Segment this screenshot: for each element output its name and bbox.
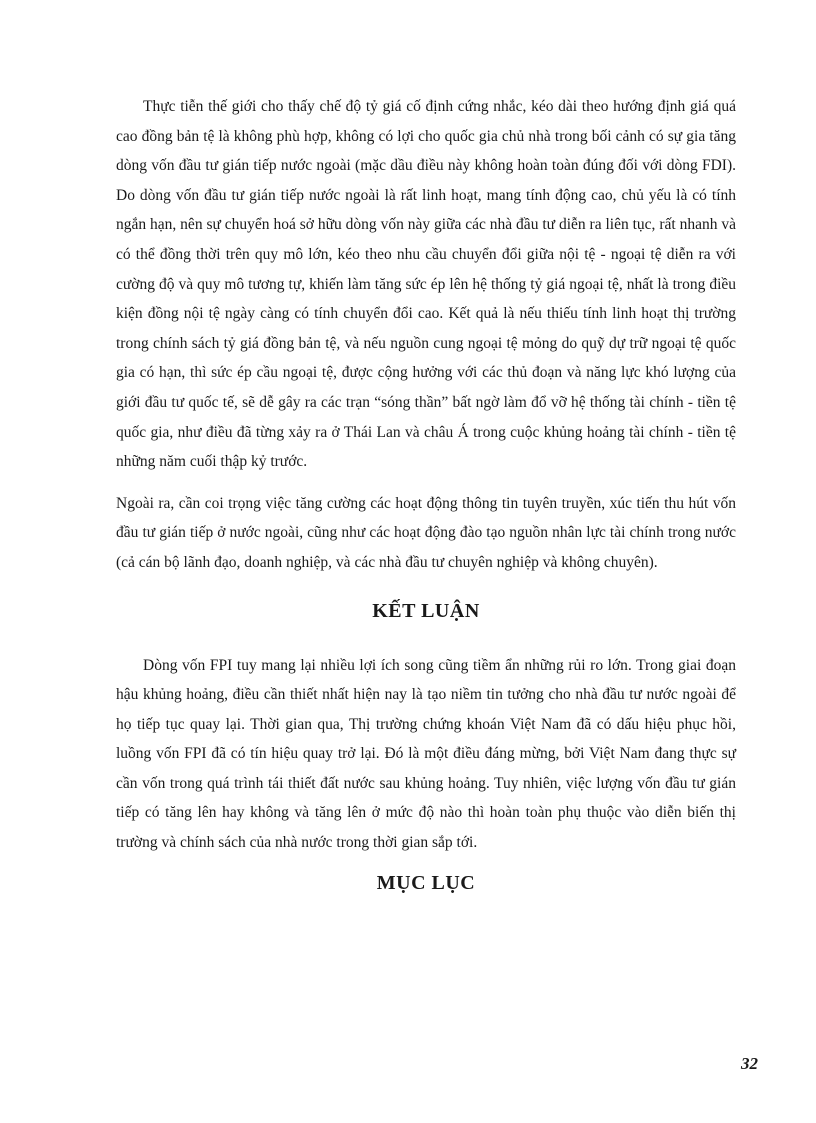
table-of-contents-heading: MỤC LỤC [376, 871, 476, 894]
paragraph-conclusion: Dòng vốn FPI tuy mang lại nhiều lợi ích song cũng tiềm ẩn những rủi ro lớn. Trong giai đoạn hậu khủng hoảng, điều cần thiết nhất hiện nay là tạo niềm tin tưởng cho nhà đầu tư nước ngoài để họ tiếp tục quay lại. Thời gian qua, Thị trường chứng khoán Việt Nam đã có dấu hiệu phục hồi, luồng vốn FPI đã có tín hiệu quay trở lại. Đó là một điều đáng mừng, bởi Việt Nam đang thực sự cần vốn trong quá trình tái thiết đất nước sau khủng hoảng. Tuy nhiên, việc lượng vốn đầu tư gián tiếp có tăng lên hay không và tăng lên ở mức độ nào thì hoàn toàn phụ thuộc vào diễn biến thị trường và chính sách của nhà nước trong thời gian sắp tới. [116, 656, 736, 852]
page-number: 32 [741, 1054, 758, 1073]
conclusion-heading: KẾT LUẬN [372, 599, 480, 622]
paragraph-information-promotion: Ngoài ra, cần coi trọng việc tăng cường các hoạt động thông tin tuyên truyền, xúc tiến thu hút vốn đầu tư gián tiếp ở nước ngoài, cũng như các hoạt động đào tạo nguồn nhân lực tài chính trong nước (cả cán bộ lãnh đạo, doanh nghiệp, và các nhà đầu tư chuyên nghiệp và không chuyên). [116, 494, 736, 571]
document-page [116, 92, 736, 895]
paragraph-exchange-rate-policy: Thực tiễn thế giới cho thấy chế độ tỷ giá cố định cứng nhắc, kéo dài theo hướng định giá quá cao đồng bản tệ là không phù hợp, không có lợi cho quốc gia chủ nhà trong bối cảnh có sự gia tăng dòng vốn đầu tư gián tiếp nước ngoài (mặc dầu điều này không hoàn toàn đúng đối với dòng FDI). Do dòng vốn đầu tư gián tiếp nước ngoài là rất linh hoạt, mang tính động cao, chủ yếu là có tính ngắn hạn, nên sự chuyển hoá sở hữu dòng vốn này giữa các nhà đầu tư diễn ra liên tục, rất nhanh và có thể đồng thời trên quy mô lớn, kéo theo nhu cầu chuyển đổi giữa nội tệ - ngoại tệ diễn ra với cường độ và quy mô tương tự, khiến làm tăng sức ép lên hệ thống tỷ giá ngoại tệ, nhất là trong điều kiện đồng nội tệ ngày càng có tính chuyển đổi cao. Kết quả là nếu thiếu tính linh hoạt thị trường trong chính sách tỷ giá đồng bản tệ, và nếu nguồn cung ngoại tệ mỏng do quỹ dự trữ ngoại tệ quốc gia có hạn, thì sức ép cầu ngoại tệ, được cộng hưởng với các thủ đoạn và năng lực khó lượng của giới đầu tư quốc tế, sẽ dễ gây ra các trạn “sóng thần” bất ngờ làm đổ vỡ hệ thống tài chính - tiền tệ quốc gia, như điều đã từng xảy ra ở Thái Lan và châu Á trong cuộc khủng hoảng tài chính - tiền tệ những năm cuối thập kỷ trước. [116, 98, 736, 471]
